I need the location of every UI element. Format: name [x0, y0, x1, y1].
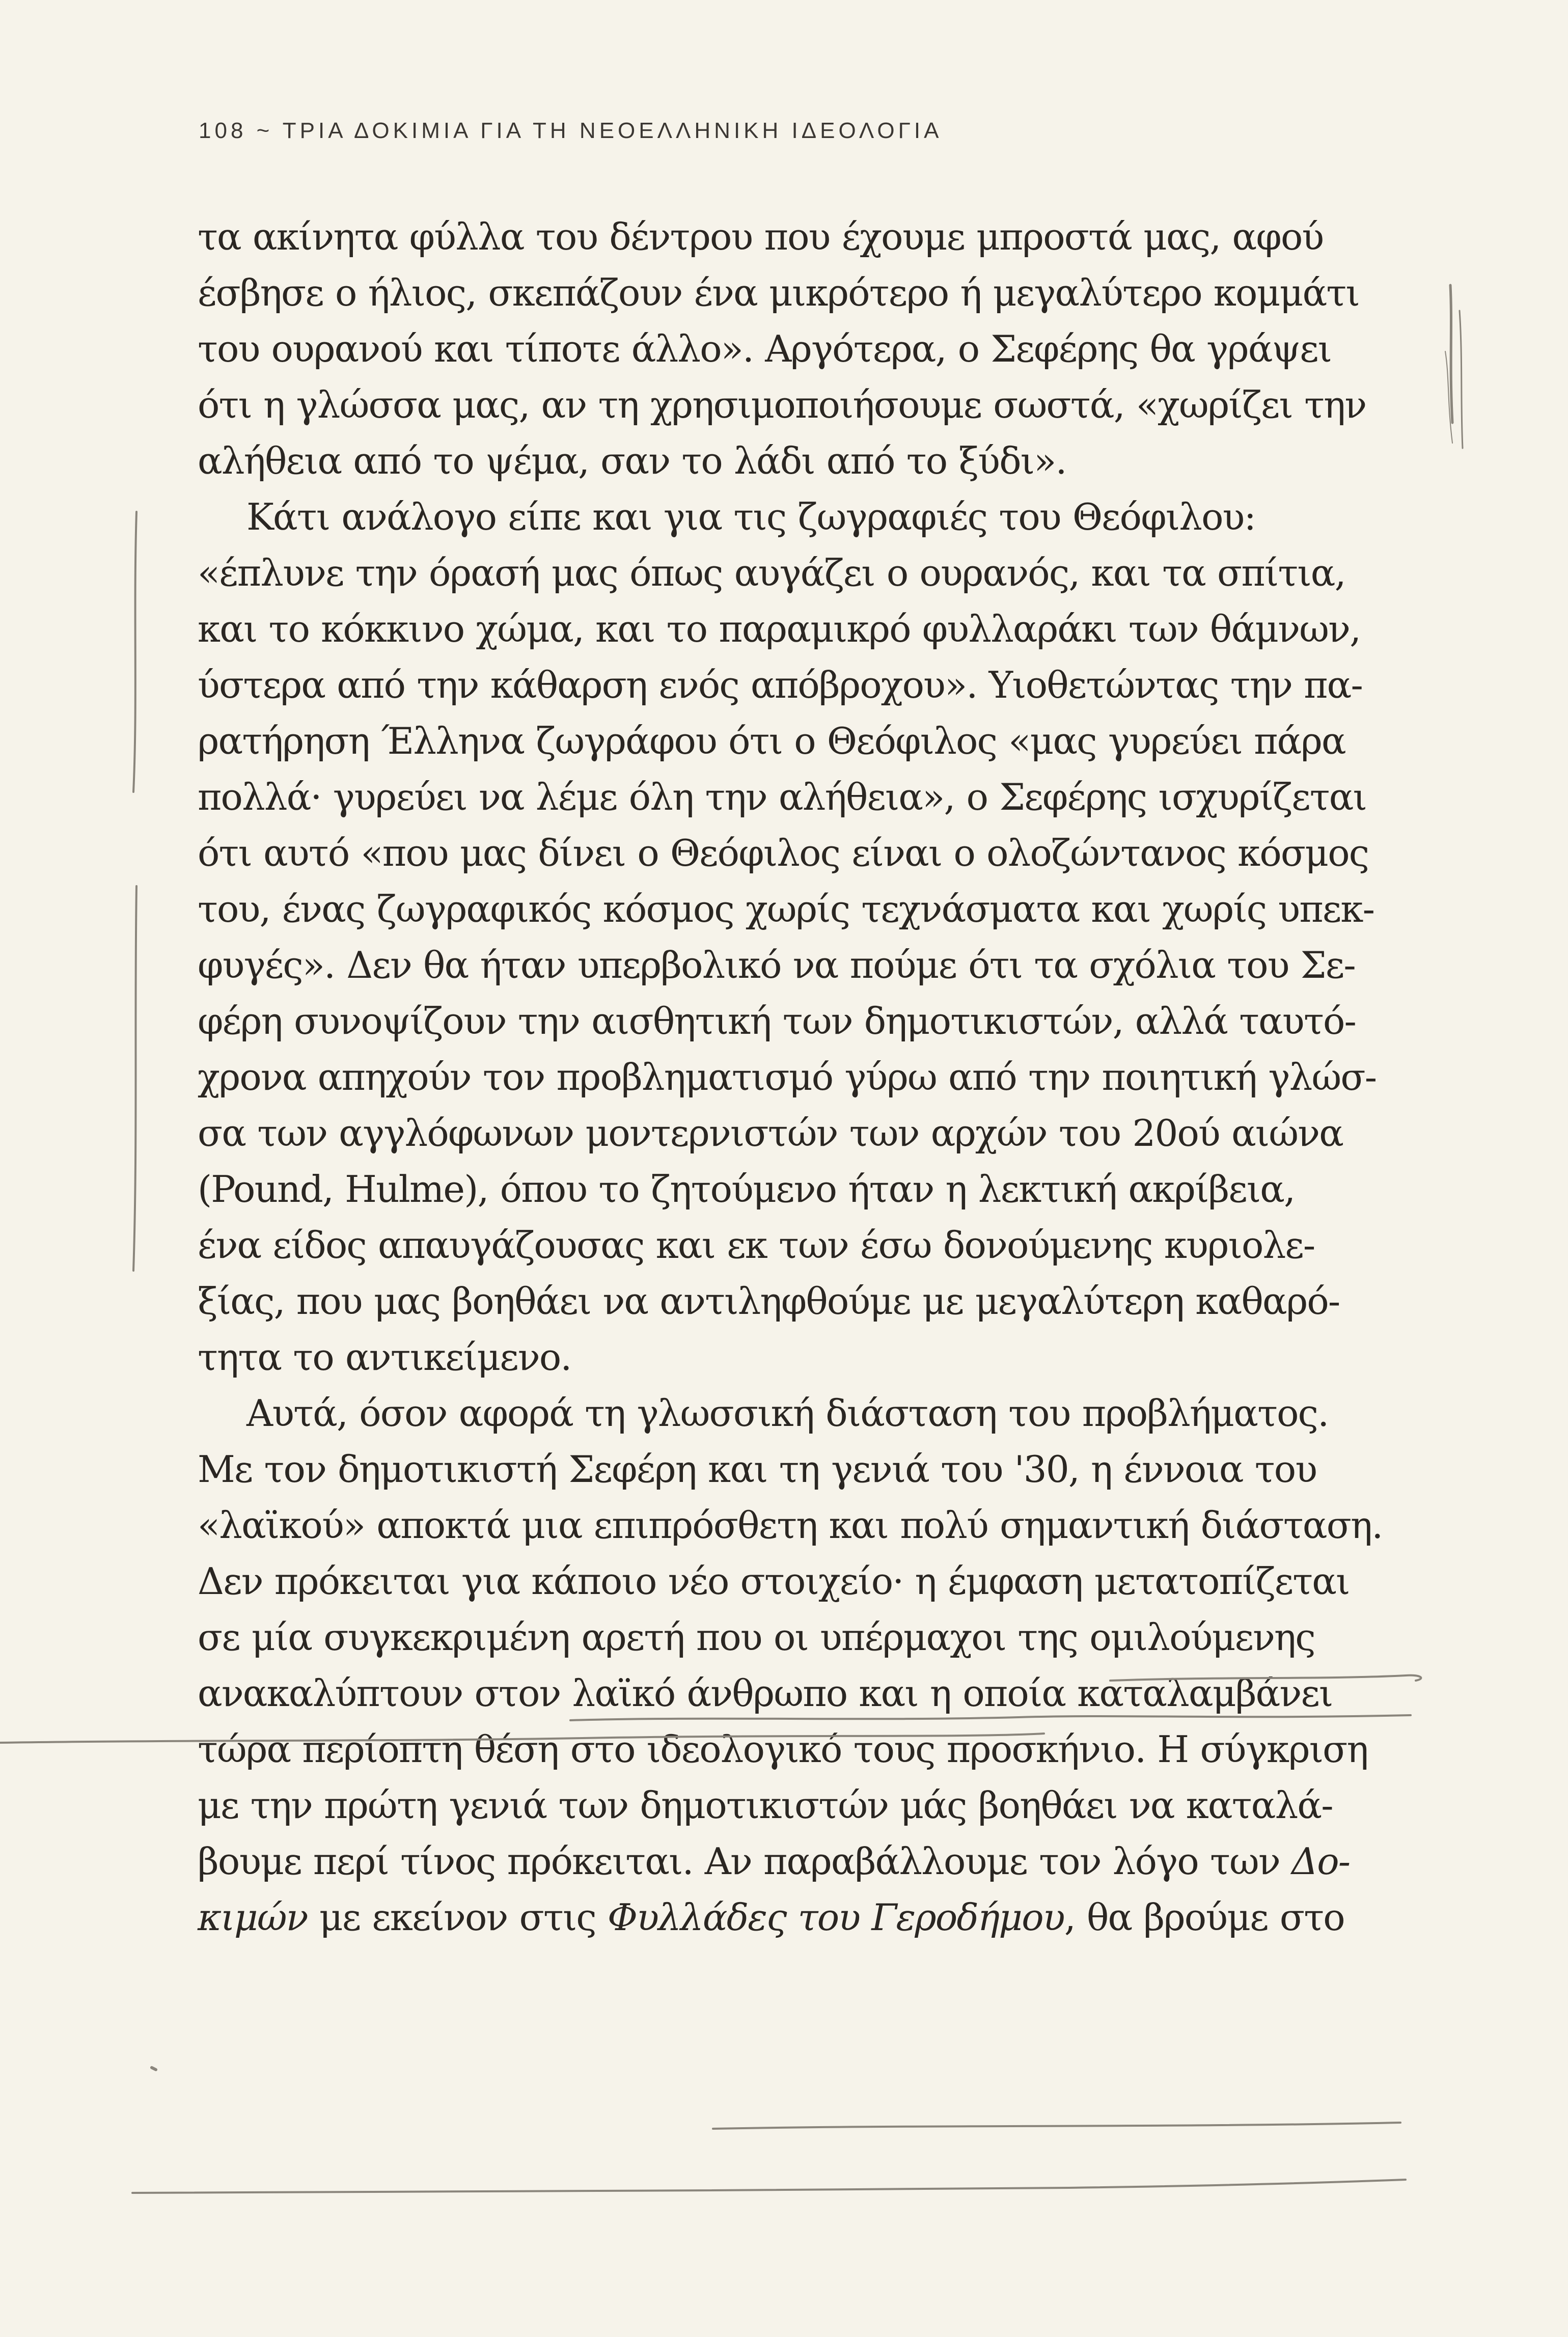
text-line: του, ένας ζωγραφικός κόσμος χωρίς τεχνάσματα και χωρίς υπεκ-	[198, 888, 1374, 930]
text-line: ύστερα από την κάθαρση ενός απόβροχου». Υιοθετώντας την πα-	[198, 664, 1362, 706]
text-line	[198, 1889, 1344, 1945]
running-head	[199, 118, 942, 144]
text-line: σε μία συγκεκριμένη αρετή που οι υπέρμαχοι της ομιλούμενης	[198, 1616, 1315, 1659]
text-line: και το κόκκινο χώμα, και το παραμικρό φυλλαράκι των θάμνων,	[198, 608, 1361, 650]
margin-pencil-mark	[1445, 351, 1452, 443]
text-line: Κάτι ανάλογο είπε και για τις ζωγραφιές του Θεόφιλου:	[246, 496, 1256, 538]
text-line: (Pound, Hulme), όπου το ζητούμενο ήταν η λεκτική ακρίβεια,	[198, 1168, 1295, 1211]
header-separator: ~	[256, 118, 273, 143]
text-line: τητα το αντικείμενο.	[198, 1336, 571, 1379]
margin-pencil-mark	[1460, 311, 1463, 448]
text-line: τα ακίνητα φύλλα του δέντρου που έχουμε μπροστά μας, αφού	[198, 215, 1324, 258]
page-number: 108	[199, 118, 247, 143]
line-text: , θα βρούμε στο	[1064, 1896, 1344, 1939]
text-line: ότι αυτό «που μας δίνει ο Θεόφιλος είναι ο ολοζώντανος κόσμος	[198, 832, 1369, 874]
underline-pencil-mark	[713, 2123, 1400, 2129]
text-line: Με τον δημοτικιστή Σεφέρη και τη γενιά του '30, η έννοια του	[198, 1448, 1317, 1491]
text-line: του ουρανού και τίποτε άλλο». Αργότερα, ο Σεφέρης θα γράψει	[198, 327, 1332, 370]
text-line: σα των αγγλόφωνων μοντερνιστών των αρχών του 20ού αιώνα	[198, 1112, 1343, 1154]
text-line: τώρα περίοπτη θέση στο ιδεολογικό τους προσκήνιο. Η σύγκριση	[198, 1728, 1368, 1771]
margin-pencil-mark	[152, 2068, 156, 2070]
text-line: ανακαλύπτουν στον λαϊκό άνθρωπο και η οποία καταλαμβάνει	[198, 1672, 1333, 1715]
italic-title-end: κιμών	[198, 1896, 308, 1939]
text-line: φυγές». Δεν θα ήταν υπερβολικό να πούμε ότι τα σχόλια του Σε-	[198, 944, 1355, 986]
italic-title-start: Δο-	[1291, 1840, 1350, 1883]
underline-pencil-mark	[132, 2180, 1406, 2193]
text-line: φέρη συνοψίζουν την αισθητική των δημοτικιστών, αλλά ταυτό-	[198, 1000, 1356, 1042]
text-line: έσβησε ο ήλιος, σκεπάζουν ένα μικρότερο ή μεγαλύτερο κομμάτι	[198, 271, 1359, 314]
margin-pencil-mark	[133, 512, 136, 792]
text-line: με την πρώτη γενιά των δημοτικιστών μάς βοηθάει να καταλά-	[198, 1784, 1333, 1827]
margin-pencil-mark	[1450, 285, 1452, 423]
text-line: χρονα απηχούν τον προβληματισμό γύρω από την ποιητική γλώσ-	[198, 1056, 1377, 1098]
text-line: ξίας, που μας βοηθάει να αντιληφθούμε με μεγαλύτερη καθαρό-	[198, 1280, 1340, 1323]
text-line: αλήθεια από το ψέμα, σαν το λάδι από το ξύδι».	[198, 439, 1066, 482]
line-text: με εκείνον στις	[307, 1896, 608, 1939]
line-text: βουμε περί τίνος πρόκειται. Αν παραβάλλουμε τον λόγο των	[198, 1840, 1291, 1883]
text-line: ότι η γλώσσα μας, αν τη χρησιμοποιήσουμε σωστά, «χωρίζει την	[198, 383, 1366, 426]
text-line: «λαϊκού» αποκτά μια επιπρόσθετη και πολύ σημαντική διάσταση.	[198, 1504, 1383, 1547]
running-title: ΤΡΙΑ ΔΟΚΙΜΙΑ ΓΙΑ ΤΗ ΝΕΟΕΛΛΗΝΙΚΗ ΙΔΕΟΛΟΓΙΑ	[282, 118, 943, 143]
italic-work-title: Φυλλάδες του Γεροδήμου	[608, 1896, 1064, 1939]
margin-pencil-mark	[133, 886, 136, 1271]
text-line: Αυτά, όσον αφορά τη γλωσσική διάσταση του προβλήματος.	[246, 1392, 1329, 1435]
text-line: ρατήρηση Έλληνα ζωγράφου ότι ο Θεόφιλος «μας γυρεύει πάρα	[198, 720, 1345, 762]
text-line: ένα είδος απαυγάζουσας και εκ των έσω δονούμενης κυριολε-	[198, 1224, 1315, 1267]
text-line: Δεν πρόκειται για κάποιο νέο στοιχείο· η έμφαση μετατοπίζεται	[198, 1560, 1350, 1603]
text-line: πολλά· γυρεύει να λέμε όλη την αλήθεια», ο Σεφέρης ισχυρίζεται	[198, 776, 1367, 818]
text-line: «έπλυνε την όρασή μας όπως αυγάζει ο ουρανός, και τα σπίτια,	[198, 552, 1345, 594]
text-line	[198, 1833, 1350, 1889]
